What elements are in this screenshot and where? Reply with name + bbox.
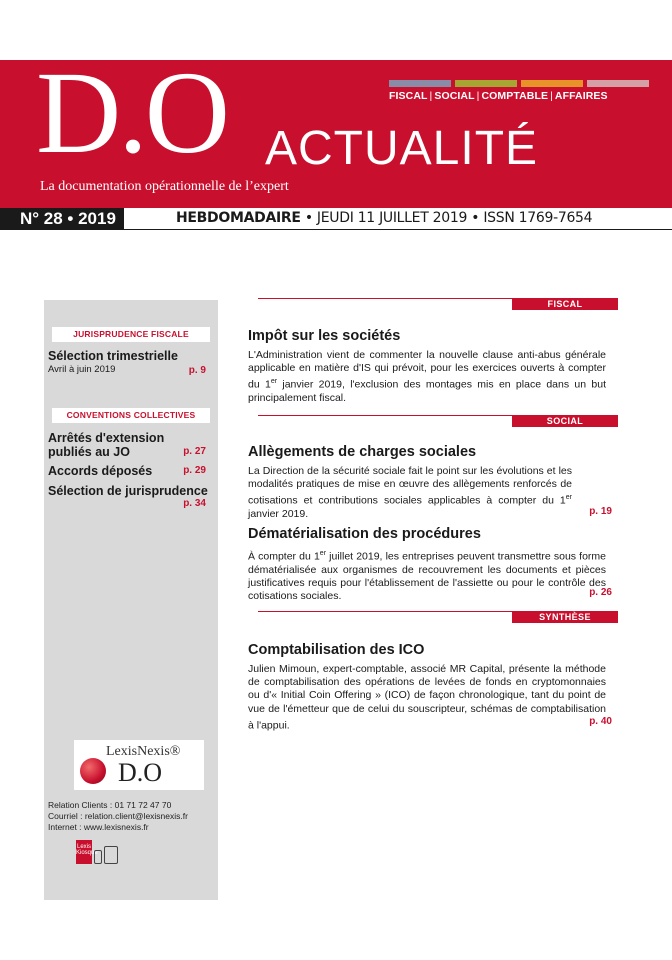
article-dematerialisation[interactable]	[248, 525, 612, 603]
article-title: Impôt sur les sociétés	[248, 328, 401, 344]
sidebar-heading: CONVENTIONS COLLECTIVES	[52, 408, 210, 423]
masthead	[0, 47, 672, 208]
category-color-bars	[389, 80, 649, 87]
kiosque-line1: Lexis	[76, 844, 91, 850]
affaires-color-bar	[587, 80, 649, 87]
issue-rule	[124, 229, 672, 230]
article-title: Comptabilisation des ICO	[248, 642, 425, 658]
article-body: À compter du 1er juillet 2019, les entreprises peuvent transmettre sous forme dématérialisée aux organismes de recouvrement les documents et pièces justificatives requis pour l'établissement de l'assiette ou pour le contrôle des cotisations sociales.	[248, 550, 606, 603]
sidebar-item[interactable]	[44, 464, 218, 478]
article-page[interactable]: p. 26	[589, 587, 612, 598]
article-page[interactable]: p. 19	[589, 506, 612, 517]
category-comptable[interactable]: COMPTABLE	[481, 90, 549, 102]
kiosque-line2: Kiosque	[76, 850, 98, 856]
brand-do: D.O	[118, 758, 163, 787]
sidebar-item-page[interactable]: p. 9	[188, 365, 206, 376]
article-comptabilisation-ico[interactable]	[248, 641, 612, 733]
lexisnexis-globe-icon	[80, 758, 106, 784]
sidebar-item[interactable]	[44, 349, 218, 375]
kiosque-icon	[76, 840, 98, 864]
tablet-icon	[104, 846, 118, 864]
sidebar-item-title: Arrêtés d'extension publiés au JO	[48, 431, 165, 459]
brand-lexisnexis: LexisNexis®	[106, 744, 181, 759]
fiscal-color-bar	[389, 80, 451, 87]
rubric-social	[258, 413, 618, 427]
sidebar-section-conventions	[44, 408, 218, 509]
sidebar-item-page[interactable]: p. 27	[183, 446, 206, 457]
issue-date: JEUDI 11 JUILLET 2019	[316, 210, 468, 226]
issue-issn: ISSN 1769-7654	[483, 210, 593, 226]
category-social[interactable]: SOCIAL	[434, 90, 475, 102]
sidebar-item-title: Accords déposés	[48, 464, 153, 478]
comptable-color-bar	[521, 80, 583, 87]
phone-icon	[94, 850, 102, 864]
rubric-synthese	[258, 609, 618, 623]
contact-phone: Relation Clients : 01 71 72 47 70	[48, 800, 172, 810]
article-allegements[interactable]	[248, 443, 612, 521]
sidebar-item-title: Sélection de jurisprudence	[48, 484, 208, 498]
article-impot-societes[interactable]	[248, 327, 612, 405]
contact-email[interactable]: Courriel : relation.client@lexisnexis.fr	[48, 811, 188, 821]
logo-actualite: ACTUALITÉ	[265, 122, 539, 175]
sidebar-item-page[interactable]: p. 34	[183, 498, 206, 509]
sidebar	[44, 300, 218, 900]
issue-number: N° 28 • 2019	[0, 208, 124, 230]
sidebar-item[interactable]	[44, 484, 218, 509]
category-fiscal[interactable]: FISCAL	[389, 90, 428, 102]
contact-block	[48, 800, 188, 833]
category-labels: FISCAL | SOCIAL | COMPTABLE | AFFAIRES	[389, 90, 608, 102]
issue-bar	[0, 208, 672, 230]
article-body: Julien Mimoun, expert-comptable, associé MR Capital, présente la méthode de comptabilisation des opérations de levées de fonds en cryptomonnaies ou d'« Initial Coin Offering » (ICO) de façon chronologique, tant du point de vue de l'émetteur que de celui du souscripteur, schémas de comptabilisation à l'appui.	[248, 663, 606, 732]
sidebar-heading: JURISPRUDENCE FISCALE	[52, 327, 210, 342]
article-title: Allègements de charges sociales	[248, 444, 477, 460]
sidebar-item[interactable]	[44, 431, 184, 459]
article-page[interactable]: p. 40	[589, 716, 612, 727]
sidebar-item-page[interactable]: p. 29	[183, 465, 206, 476]
logo-do: D.O	[36, 47, 227, 178]
rubric-label: SOCIAL	[512, 415, 618, 427]
contact-website[interactable]: Internet : www.lexisnexis.fr	[48, 822, 149, 832]
article-body: L'Administration vient de commenter la nouvelle clause anti-abus générale applicable en matière d'IS qui prévoit, pour les exercices ouverts à compter du 1er janvier 2019, l'exclusion des montages mis en place dans un but principalement fiscal.	[248, 349, 607, 405]
issue-meta: HEBDOMADAIRE • JEUDI 11 JUILLET 2019 • ISSN 1769-7654	[176, 210, 593, 226]
lexis-kiosque-badge	[76, 840, 118, 864]
tagline: La documentation opérationnelle de l’expert	[40, 179, 289, 194]
sidebar-item-title: Sélection trimestrielle	[48, 349, 178, 363]
lexisnexis-do-logo	[74, 740, 204, 790]
sidebar-section-jurisprudence	[44, 327, 218, 375]
rubric-fiscal	[258, 296, 618, 310]
article-body: La Direction de la sécurité sociale fait le point sur les évolutions et les modalités pratiques de mise en œuvre des allègements renforcés de cotisations et contributions sociales applicables à compter du 1er janvier 2019.	[248, 465, 572, 521]
rubric-label: SYNTHÈSE	[512, 611, 618, 623]
category-affaires[interactable]: AFFAIRES	[554, 90, 608, 102]
issue-frequency: HEBDOMADAIRE	[176, 210, 301, 226]
social-color-bar	[455, 80, 517, 87]
sidebar-item-subtitle: Avril à juin 2019	[48, 364, 116, 375]
rubric-label: FISCAL	[512, 298, 618, 310]
article-title: Dématérialisation des procédures	[248, 526, 481, 542]
